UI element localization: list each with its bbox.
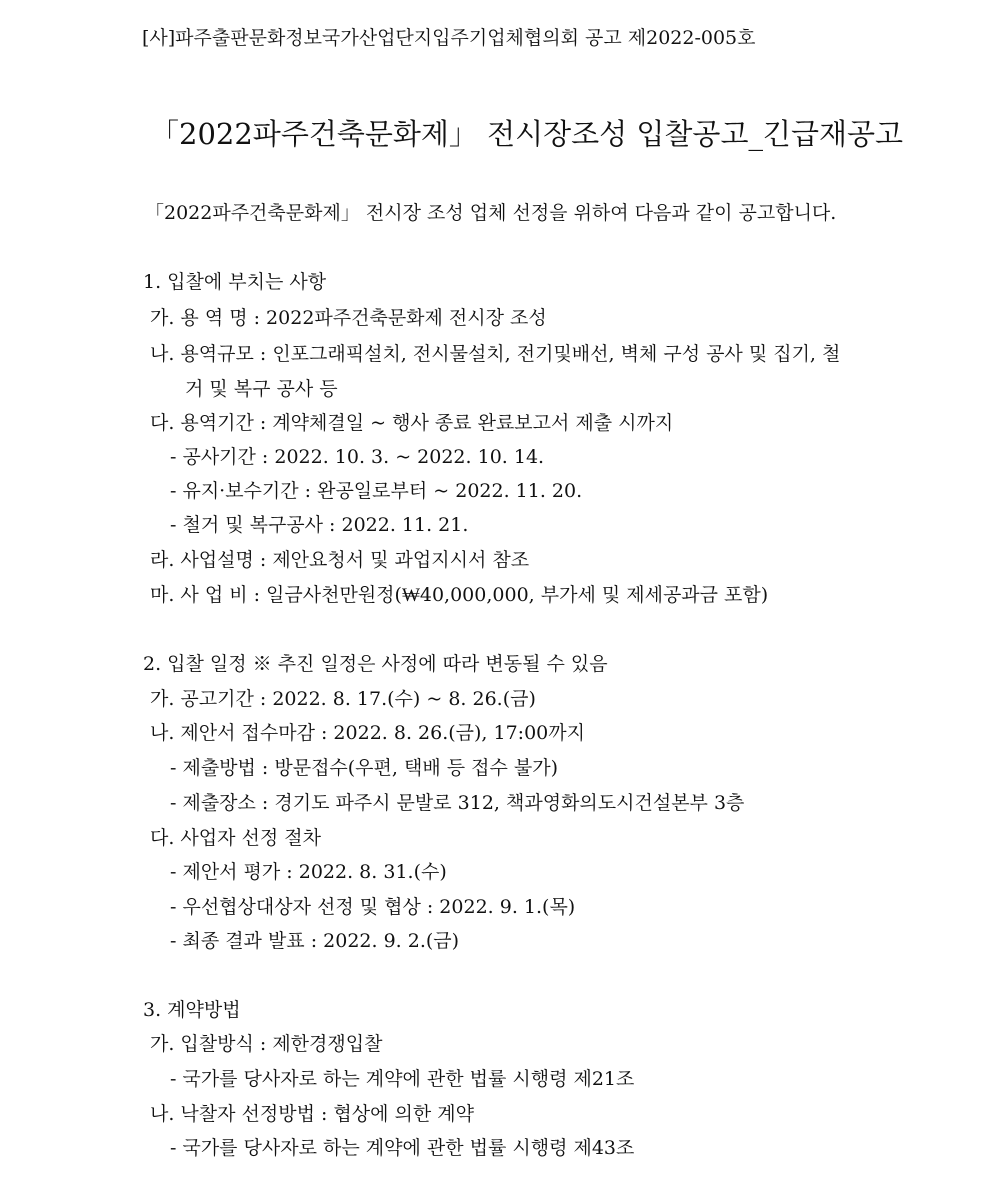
s1-item-c-2: - 유지·보수기간 : 완공일로부터 ~ 2022. 11. 20. xyxy=(170,480,583,502)
announcement-number: [사]파주출판문화정보국가산업단지입주기업체협의회 공고 제2022-005호 xyxy=(142,27,756,49)
s1-item-c-3: - 철거 및 복구공사 : 2022. 11. 21. xyxy=(170,514,469,536)
s3-item-a-1: - 국가를 당사자로 하는 계약에 관한 법률 시행령 제21조 xyxy=(170,1068,635,1090)
s2-item-b: 나. 제안서 접수마감 : 2022. 8. 26.(금), 17:00까지 xyxy=(150,722,585,744)
s2-item-c: 다. 사업자 선정 절차 xyxy=(150,827,321,849)
s1-item-b: 나. 용역규모 : 인포그래픽설치, 전시물설치, 전기및배선, 벽체 구성 공사 및 집기, 철 xyxy=(150,343,841,365)
s3-item-b: 나. 낙찰자 선정방법 : 협상에 의한 계약 xyxy=(150,1103,474,1125)
s1-item-c-1: - 공사기간 : 2022. 10. 3. ~ 2022. 10. 14. xyxy=(170,446,545,468)
s1-item-c: 다. 용역기간 : 계약체결일 ~ 행사 종료 완료보고서 제출 시까지 xyxy=(150,412,674,434)
section-1-heading: 1. 입찰에 부치는 사항 xyxy=(143,271,327,293)
s3-item-a: 가. 입찰방식 : 제한경쟁입찰 xyxy=(150,1033,383,1055)
section-3-heading: 3. 계약방법 xyxy=(143,999,241,1021)
s3-item-b-1: - 국가를 당사자로 하는 계약에 관한 법률 시행령 제43조 xyxy=(170,1137,635,1159)
s2-item-b-1: - 제출방법 : 방문접수(우편, 택배 등 접수 불가) xyxy=(170,757,558,779)
s1-item-e: 마. 사 업 비 : 일금사천만원정(₩40,000,000, 부가세 및 제세공과금 포함) xyxy=(150,584,769,606)
intro-text: 「2022파주건축문화제」 전시장 조성 업체 선정을 위하여 다음과 같이 공고합니다. xyxy=(145,202,837,224)
s1-item-b-cont: 거 및 복구 공사 등 xyxy=(185,378,338,400)
s2-item-c-1: - 제안서 평가 : 2022. 8. 31.(수) xyxy=(170,861,447,883)
s1-item-a: 가. 용 역 명 : 2022파주건축문화제 전시장 조성 xyxy=(150,307,547,329)
section-2-heading: 2. 입찰 일정 ※ 추진 일정은 사정에 따라 변동될 수 있음 xyxy=(143,653,608,675)
s2-item-b-2: - 제출장소 : 경기도 파주시 문발로 312, 책과영화의도시건설본부 3층 xyxy=(170,792,745,814)
s1-item-d: 라. 사업설명 : 제안요청서 및 과업지시서 참조 xyxy=(150,549,530,571)
s2-item-c-3: - 최종 결과 발표 : 2022. 9. 2.(금) xyxy=(170,930,460,952)
s2-item-a: 가. 공고기간 : 2022. 8. 17.(수) ~ 8. 26.(금) xyxy=(150,688,536,710)
s2-item-c-2: - 우선협상대상자 선정 및 협상 : 2022. 9. 1.(목) xyxy=(170,896,576,918)
page-title: 「2022파주건축문화제」 전시장조성 입찰공고_긴급재공고 xyxy=(150,117,904,151)
